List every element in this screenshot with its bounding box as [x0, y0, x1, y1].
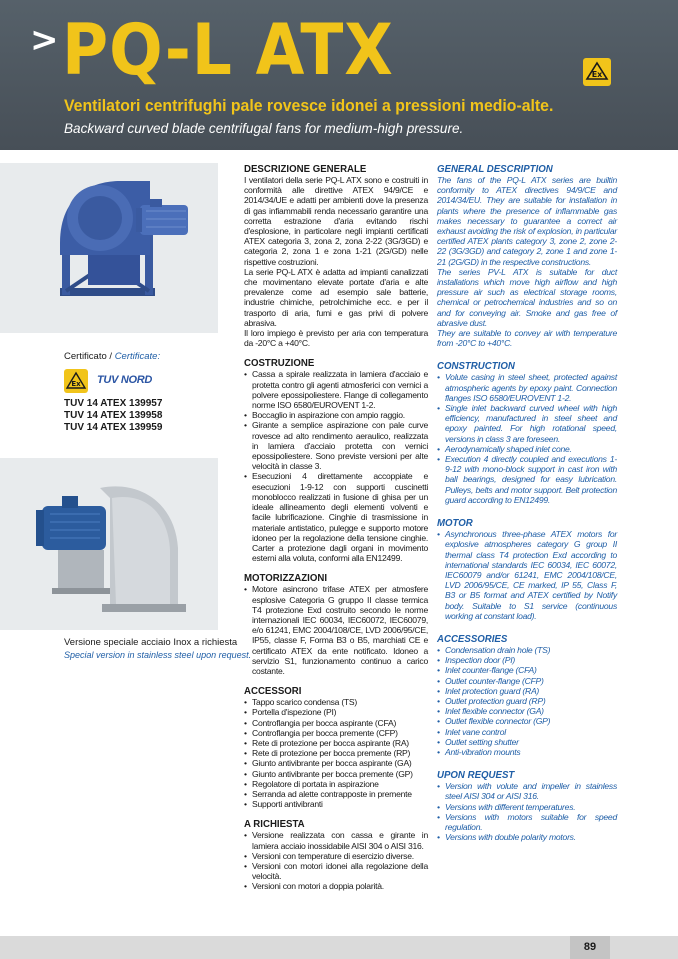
list-item: • Inlet protection guard (RA)	[437, 686, 617, 696]
motor-list	[244, 584, 428, 676]
list-item: • Outlet setting shutter	[437, 737, 617, 747]
page-title: PQ-L ATX	[62, 9, 394, 91]
certificate-label	[64, 351, 160, 362]
list-item: • Versioni con motori a doppia polarità.	[244, 881, 428, 891]
list-item: • Inlet flexible connector (GA)	[437, 706, 617, 716]
list-item: • Volute casing in steel sheet, protected against atmospheric agents by epoxy paint. Connection flanges ISO 6580/EUROVENT 1-2.	[437, 372, 617, 403]
tuv-nord-logo: TUV NORD	[97, 374, 153, 386]
paragraph: I ventilatori della serie PQ-L ATX sono e costruiti in conformità alle direttive ATEX 94/9/CE e 2014/34/UE e adatti per ambienti dove la presenza di gas infiammabili renda necessario garantire una corretta estrazione d'aria evitando rischi d'esplosione, in particolare negli impianti certificati ATEX categoria 3, zona 2, zona 2-22 (3G/3GD) e categoria 2, zona 1 e zona 1-21 (2G/GD) nelle rispettive costruzioni.	[244, 175, 428, 267]
section-title-construction: COSTRUZIONE	[244, 357, 315, 370]
list-item: • Versions with motors suitable for speed regulation.	[437, 812, 617, 832]
italian-column	[244, 163, 428, 892]
list-item: • Tappo scarico condensa (TS)	[244, 697, 428, 707]
list-item: • Anti-vibration mounts	[437, 747, 617, 757]
section-title-motor: MOTOR	[437, 517, 473, 530]
section-title-general: DESCRIZIONE GENERALE	[244, 163, 367, 175]
list-item: • Cassa a spirale realizzata in lamiera d'acciaio e protetta contro gli agenti atmosferici con vernici a polvere epossipoliestere. Flange di collegamento norme ISO 6580/EUROVENT 1-2.	[244, 369, 428, 410]
english-column	[437, 163, 617, 842]
product-photo-standard	[0, 163, 218, 333]
certificate-label-en: Certificate:	[114, 351, 161, 362]
paragraph: Il loro impiego è previsto per aria con temperatura da -20°C a +40°C.	[244, 328, 428, 349]
section-title-motor: MOTORIZZAZIONI	[244, 572, 328, 585]
request-list	[244, 830, 428, 891]
list-item: • Regolatore di portata in aspirazione	[244, 779, 428, 789]
svg-text:Ex: Ex	[71, 380, 81, 388]
list-item: • Versions with different temperatures.	[437, 802, 617, 812]
list-item: • Controflangia per bocca premente (CFP)	[244, 728, 428, 738]
certificate-label-it: Certificato /	[64, 351, 115, 362]
list-item: • Boccaglio in aspirazione con ampio raggio.	[244, 410, 428, 420]
accessories-list	[244, 697, 428, 809]
list-item: • Giunto antivibrante per bocca premente (GP)	[244, 769, 428, 779]
list-item: • Esecuzioni 4 direttamente accoppiate e esecuzioni 1-9-12 con supporti cuscinetti monoblocco realizzati in fusione di ghisa per un ideale allineamento degli elementi volventi e facile lubrificazione. Cinghie di trasmissione in materiale antistatico, pulegge e supporto motore idoneo per la regolazione della tensione cinghie. Carter a protezione dagli organi in movimento esterni alla voluta, conformi alla EN12499.	[244, 471, 428, 563]
special-version-note	[64, 637, 251, 661]
request-list	[437, 781, 617, 842]
page-number: 89	[570, 936, 610, 959]
section-title-general: GENERAL DESCRIPTION	[437, 163, 553, 175]
list-item: • Giunto antivibrante per bocca aspirante (GA)	[244, 758, 428, 768]
list-item: • Inspection door (PI)	[437, 655, 617, 665]
list-item: • Rete di protezione per bocca aspirante (RA)	[244, 738, 428, 748]
section-title-construction: CONSTRUCTION	[437, 360, 515, 373]
list-item: • Versioni con motori idonei alla regolazione della velocità.	[244, 861, 428, 881]
list-item: • Condensation drain hole (TS)	[437, 645, 617, 655]
paragraph: La serie PQ-L ATX è adatta ad impianti canalizzati che movimentano elevate portate d'aria e alte prevalenze come ad esempio sale batterie, industrie chimiche, petrolchimiche ecc. e per il trasporto di aria, fumi e gas privi di polvere abrasiva.	[244, 266, 428, 328]
certificate-number: TUV 14 ATEX 139958	[64, 410, 163, 421]
subtitle-italian: Ventilatori centrifughi pale rovesce idonei a pressioni medio-alte.	[64, 96, 554, 115]
header-arrow: >	[30, 20, 59, 60]
list-item: • Versione realizzata con cassa e girante in lamiera acciaio inossidabile AISI 304 o AISI 316.	[244, 830, 428, 850]
header-band	[0, 0, 678, 150]
list-item: • Outlet flexible connector (GP)	[437, 716, 617, 726]
list-item: • Rete di protezione per bocca premente (RP)	[244, 748, 428, 758]
section-title-accessories: ACCESSORIES	[437, 632, 508, 645]
list-item: • Version with volute and impeller in stainless steel AISI 304 or AISI 316.	[437, 781, 617, 801]
list-item: • Controflangia per bocca aspirante (CFA)	[244, 718, 428, 728]
list-item: • Outlet protection guard (RP)	[437, 696, 617, 706]
construction-list	[244, 369, 428, 563]
certificate-number: TUV 14 ATEX 139957	[64, 398, 163, 409]
list-item: • Girante a semplice aspirazione con pale curve rovesce ad alto rendimento aeraulico, realizzata in lamiera d'acciaio protetta con vernici epossipoliestere. Sono previste versioni per alte velocità in classe 3.	[244, 420, 428, 471]
ex-certification-icon	[64, 369, 88, 393]
list-item: • Asynchronous three-phase ATEX motors for explosive atmospheres category G group II thermal class T4 protection Exd according to international standards IEC 60034, IEC 60072, IEC60079 and/or 61241, EMC 2004/108/CE, LVD 2006/95/CE, CE marked, IP 55, Class F, B3 or B5 format and ATEX certified by Notify body. Suitable to S1 service (continuous working at constant load).	[437, 529, 617, 621]
construction-list	[437, 372, 617, 505]
list-item: • Serranda ad alette contrapposte in premente	[244, 789, 428, 799]
certificate-number: TUV 14 ATEX 139959	[64, 422, 163, 433]
list-item: • Supporti antivibranti	[244, 799, 428, 809]
ex-atex-icon	[583, 58, 611, 86]
list-item: • Inlet counter-flange (CFA)	[437, 665, 617, 675]
list-item: • Inlet vane control	[437, 727, 617, 737]
motor-list	[437, 529, 617, 621]
list-item: • Motore asincrono trifase ATEX per atmosfere esplosive Categoria G gruppo II classe termica T4 protezione Exd costruito secondo le norme internazionali IEC 60034, IEC60072, IEC60079, e/o 61241, EMC 2004/108/CE, LVD 2006/95/CE, IP55, classe F, Forma B3 o B5, marchiati CE e certificato ATEX da ente notificato. Idoneo a servizio S1, funzionamento continuo a carico costante.	[244, 584, 428, 676]
list-item: • Execution 4 directly coupled and executions 1-9-12 with mono-block support in cast iron with ball bearings, designed for easy lubrication. Pulleys, belts and motor support. Belt protection guard according to EN12499.	[437, 454, 617, 505]
paragraph: They are suitable to convey air with temperature from -20°C to +40°C.	[437, 328, 617, 349]
section-title-request: A RICHIESTA	[244, 818, 305, 831]
special-version-en: Special version in stainless steel upon request.	[64, 650, 252, 660]
subtitle-english: Backward curved blade centrifugal fans for medium-high pressure.	[64, 120, 464, 136]
section-title-request: UPON REQUEST	[437, 769, 515, 782]
list-item: • Single inlet backward curved wheel with high efficiency, manufactured in steel sheet and epoxy painted. For high rotational speed, versions in class 3 are foreseen.	[437, 403, 617, 444]
list-item: • Portella d'ispezione (PI)	[244, 707, 428, 717]
paragraph: The series PV-L ATX is suitable for duct installations which move high airflow and high pressure air such as electrical storage rooms, chemical or petrochemical industries and so on and for conveying air. Smoke and gas free of abrasive dust.	[437, 266, 617, 328]
certificate-list	[64, 398, 162, 434]
list-item: • Versions with double polarity motors.	[437, 832, 617, 842]
accessories-list	[437, 645, 617, 757]
list-item: • Outlet counter-flange (CFP)	[437, 676, 617, 686]
list-item: • Versioni con temperature di esercizio diverse.	[244, 851, 428, 861]
section-title-accessories: ACCESSORI	[244, 685, 302, 698]
product-photo-stainless	[0, 458, 218, 630]
list-item: • Aerodynamically shaped inlet cone.	[437, 444, 617, 454]
special-version-it: Versione speciale acciaio Inox a richiesta	[64, 637, 238, 648]
svg-text:Ex: Ex	[591, 70, 603, 79]
paragraph: The fans of the PQ-L ATX series are builtin conformity to ATEX directives 94/9/CE and 2014/34/EU. They are suitable for installation in plants where the presence of inflammable gas makes necessary to guarantee a correct air exhaust avoiding the risk of explosion, in particular certified ATEX plants category 3, zone 2, zone 2-22 (3G/3GD) and category 2, zone 1 and zone 1-21 (2G/GD) in the respective constructions.	[437, 175, 617, 267]
